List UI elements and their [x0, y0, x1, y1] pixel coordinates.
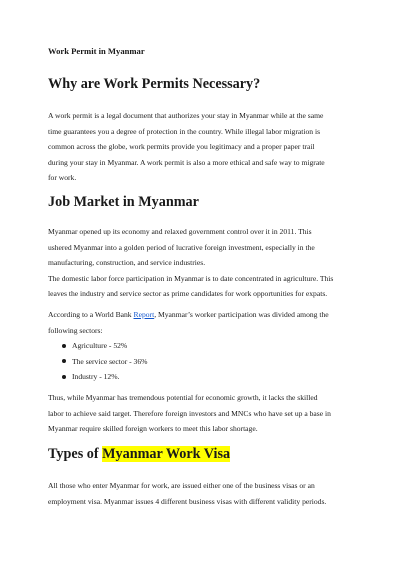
- text-line: following sectors:: [48, 325, 103, 335]
- text-line: manufacturing, construction, and service industries.: [48, 258, 206, 267]
- text-line: employment visa. Myanmar issues 4 different business visas with different validity periods.: [48, 496, 327, 506]
- heading-prefix: Types of: [48, 446, 103, 462]
- list-item-text: Agriculture - 52%: [72, 341, 128, 350]
- text-line: labor to achieve said target. Therefore foreign investors and MNCs who have set up a base in: [48, 408, 331, 418]
- bullet-icon: [62, 359, 66, 363]
- list-item: [48, 369, 147, 385]
- text-line: All those who enter Myanmar for work, are issued either one of the business visas or an: [48, 481, 315, 490]
- text-before-link: According to a World Bank: [48, 310, 134, 319]
- sector-bullet-list: [48, 338, 147, 385]
- list-item: [48, 338, 147, 354]
- text-line: leaves the industry and service sector as prime candidates for work opportunities for expats.: [48, 289, 328, 298]
- text-line: common across the globe, work permits provide you legitimacy and a proper paper trail: [48, 142, 315, 151]
- list-item-text: Industry - 12%.: [72, 372, 120, 381]
- text-line: A work permit is a legal document that authorizes your stay in Myanmar while at the same: [48, 111, 324, 120]
- text-line: [48, 307, 358, 323]
- text-line: time guarantees you a degree of protection in the country. While illegal labor migration is: [48, 126, 321, 136]
- heading-visa-types: [48, 446, 230, 463]
- paragraph-economy-opening: [48, 224, 358, 302]
- paragraph-work-permit-definition: [48, 108, 358, 186]
- text-line: Myanmar opened up its economy and relaxed government control over it in 2011. This: [48, 227, 312, 236]
- heading-job-market: Job Market in Myanmar: [48, 194, 199, 210]
- paragraph-visa-overview: [48, 478, 358, 509]
- list-item-text: The service sector - 36%: [72, 356, 148, 366]
- text-line: Thus, while Myanmar has tremendous potential for economic growth, it lacks the skilled: [48, 393, 318, 402]
- bullet-icon: [62, 375, 66, 379]
- text-line: Myanmar require skilled foreign workers to meet this labor shortage.: [48, 424, 258, 433]
- document-title: Work Permit in Myanmar: [48, 46, 145, 56]
- paragraph-world-bank: [48, 307, 358, 338]
- world-bank-report-link[interactable]: Report: [133, 310, 155, 319]
- text-line: during your stay in Myanmar. A work permit is also a more ethical and safe way to migrate: [48, 157, 325, 167]
- text-line: for work.: [48, 173, 77, 182]
- text-line: ushered Myanmar into a golden period of lucrative foreign investment, especially in the: [48, 242, 315, 252]
- paragraph-skilled-labor: [48, 390, 358, 437]
- list-item: [48, 354, 147, 370]
- bullet-icon: [62, 344, 66, 348]
- text-line: The domestic labor force participation in Myanmar is to date concentrated in agriculture. This: [48, 273, 334, 283]
- text-after-link: , Myanmar’s worker participation was divided among the: [154, 310, 329, 319]
- heading-why-work-permits: Why are Work Permits Necessary?: [48, 76, 261, 92]
- highlighted-heading-text: Myanmar Work Visa: [102, 446, 231, 462]
